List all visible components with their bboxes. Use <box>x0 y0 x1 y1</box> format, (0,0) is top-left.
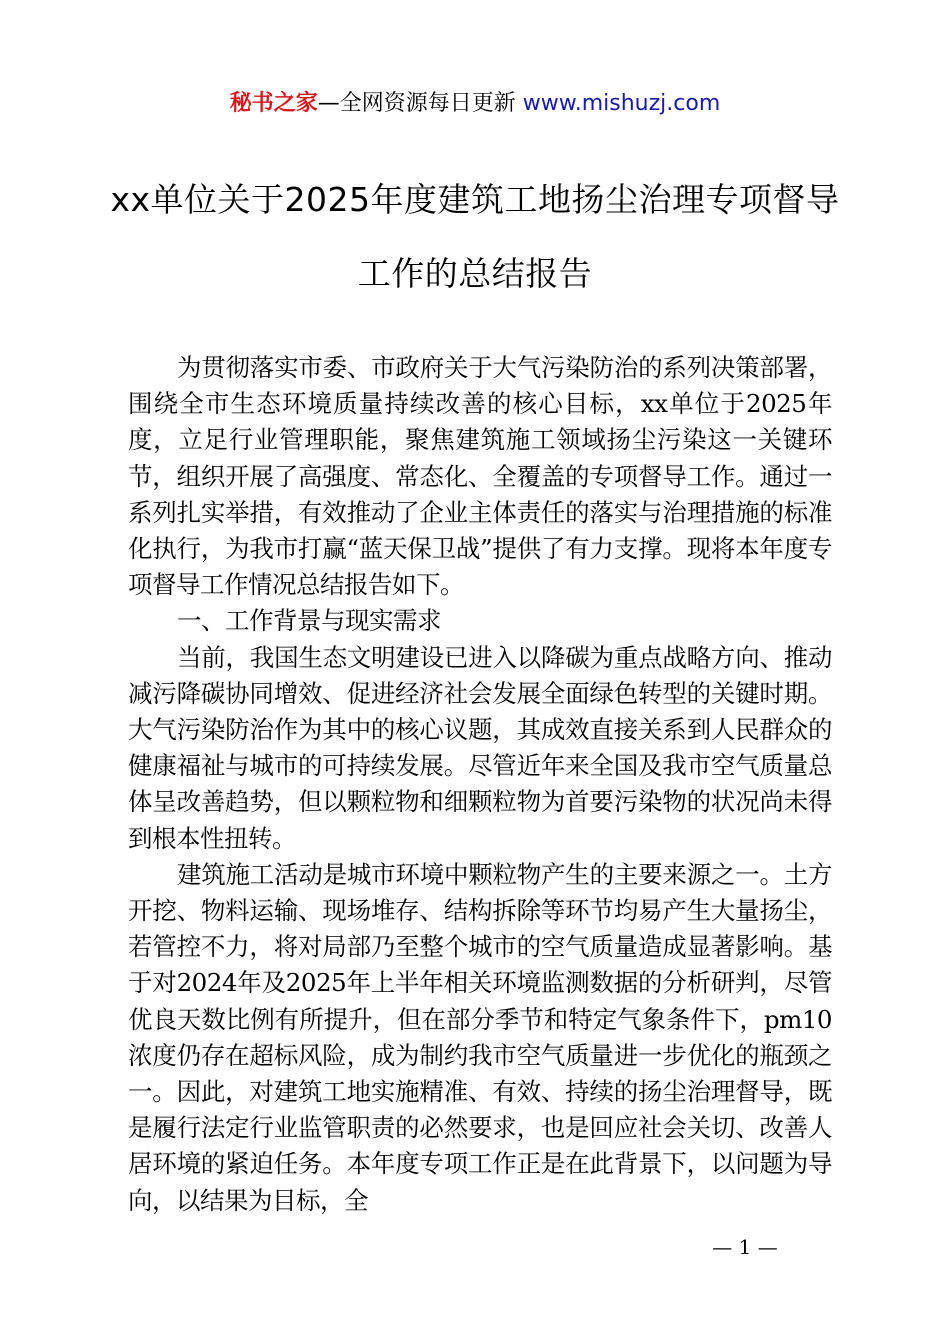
site-tagline: —全网资源每日更新 <box>317 91 523 116</box>
site-header <box>0 88 950 120</box>
document-title: xx单位关于2025年度建筑工地扬尘治理专项督导工作的总结报告 <box>110 180 840 293</box>
section-heading: 一、工作背景与现实需求 <box>177 606 441 636</box>
site-brand: 秘书之家 <box>229 91 318 116</box>
intro-paragraph: 为贯彻落实市委、市政府关于大气污染防治的系列决策部署，围绕全市生态环境质量持续改善的核心目标，xx单位于2025年度，立足行业管理职能，聚焦建筑施工领域扬尘污染这一关键环节，组织开展了高强度、常态化、全覆盖的专项督导工作。通过一系列扎实举措，有效推动了企业主体责任的落实与治理措施的标准化执行，为我市打赢“蓝天保卫战”提供了有力支撑。现将本年度专项督导工作情况总结报告如下。 <box>128 353 832 600</box>
body-paragraph: 建筑施工活动是城市环境中颗粒物产生的主要来源之一。土方开挖、物料运输、现场堆存、结构拆除等环节均易产生大量扬尘，若管控不力，将对局部乃至整个城市的空气质量造成显著影响。基于对2024年及2025年上半年相关环境监测数据的分析研判，尽管优良天数比例有所提升，但在部分季节和特定气象条件下，pm10浓度仍存在超标风险，成为制约我市空气质量进一步优化的瓶颈之一。因此，对建筑工地实施精准、有效、持续的扬尘治理督导，既是履行法定行业监管职责的必然要求，也是回应社会关切、改善人居环境的紧迫任务。本年度专项工作正是在此背景下，以问题为导向，以结果为目标，全 <box>128 859 832 1215</box>
document-body <box>128 350 832 1219</box>
body-paragraph: 当前，我国生态文明建设已进入以降碳为重点战略方向、推动减污降碳协同增效、促进经济社会发展全面绿色转型的关键时期。大气污染防治作为其中的核心议题，其成效直接关系到人民群众的健康福祉与城市的可持续发展。尽管近年来全国及我市空气质量总体呈改善趋势，但以颗粒物和细颗粒物为首要污染物的状况尚未得到根本性扭转。 <box>128 642 832 853</box>
page-number: — 1 — <box>712 1235 778 1259</box>
site-url[interactable]: www.mishuzj.com <box>522 91 721 116</box>
